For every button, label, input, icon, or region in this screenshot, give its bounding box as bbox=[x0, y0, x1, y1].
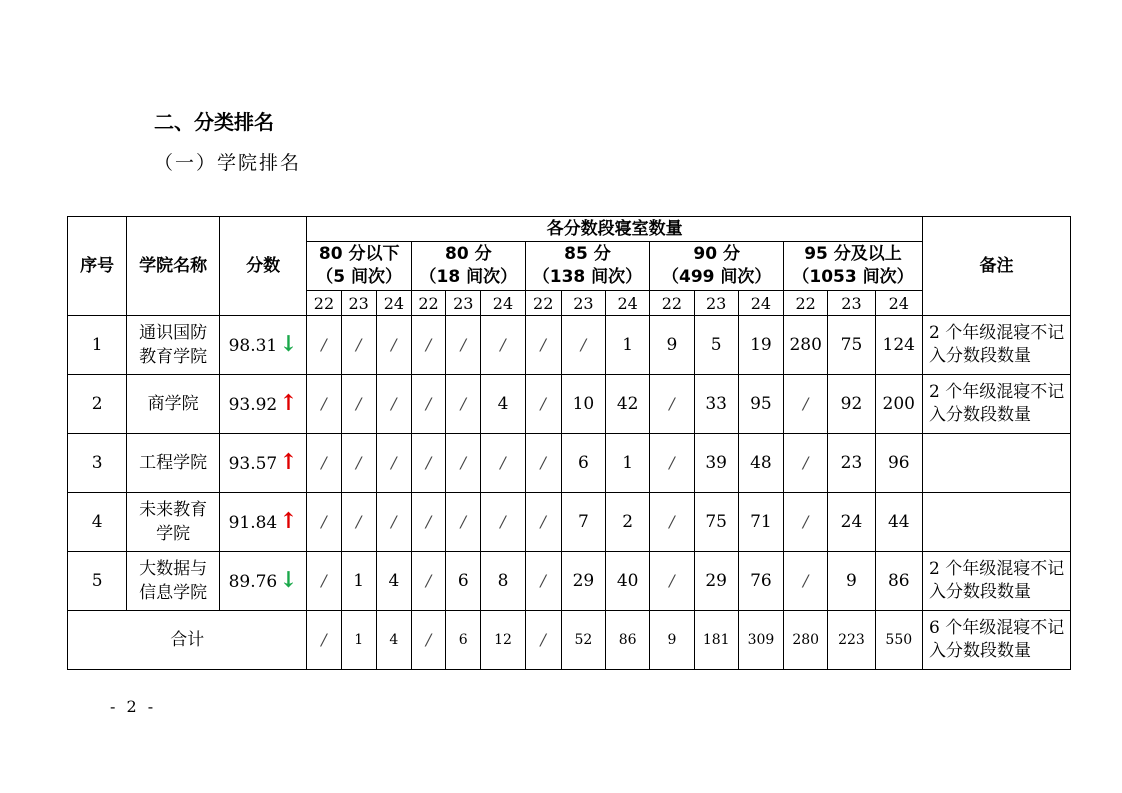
table-row bbox=[68, 375, 1071, 434]
year-header: 24 bbox=[738, 291, 783, 316]
cell-value: 23 bbox=[840, 452, 863, 473]
cell-value: 4 bbox=[497, 393, 509, 414]
arrow-down-icon: ↓ bbox=[279, 330, 298, 357]
value-cell bbox=[828, 316, 875, 375]
value-cell bbox=[694, 552, 738, 611]
cell-value: 75 bbox=[840, 334, 863, 355]
cell-value: 1 bbox=[353, 570, 365, 591]
cell-value: 200 bbox=[882, 393, 915, 414]
value-cell bbox=[446, 375, 481, 434]
value-cell bbox=[376, 434, 411, 493]
value-cell bbox=[411, 493, 445, 552]
value-cell bbox=[376, 552, 411, 611]
empty-mark: / bbox=[355, 335, 362, 354]
value-cell bbox=[561, 434, 605, 493]
cell-value: 4 bbox=[389, 632, 399, 648]
score-cell bbox=[219, 493, 307, 552]
empty-mark: / bbox=[460, 453, 466, 472]
band-label: 85 分 bbox=[564, 244, 611, 264]
value-cell bbox=[606, 375, 650, 434]
band-label: 80 分 bbox=[445, 244, 492, 264]
value-cell bbox=[307, 611, 341, 670]
cell-value: 95 bbox=[750, 393, 772, 414]
value-cell bbox=[481, 552, 525, 611]
section-heading: 二、分类排名 bbox=[154, 110, 274, 134]
empty-mark: / bbox=[669, 394, 675, 413]
value-cell bbox=[784, 493, 828, 552]
cell-value: 24 bbox=[840, 511, 863, 532]
empty-mark: / bbox=[391, 453, 397, 472]
value-cell bbox=[525, 434, 561, 493]
year-header: 24 bbox=[481, 291, 525, 316]
cell-value: 71 bbox=[750, 511, 772, 532]
score-value: 93.92 bbox=[228, 394, 278, 415]
header-no: 序号 bbox=[68, 217, 127, 316]
arrow-up-icon: ↑ bbox=[279, 507, 298, 534]
year-header: 23 bbox=[694, 291, 738, 316]
cell-value: 9 bbox=[666, 334, 678, 355]
table-row bbox=[68, 434, 1071, 493]
cell-value: 6 bbox=[458, 632, 468, 648]
value-cell bbox=[411, 611, 445, 670]
value-cell bbox=[875, 552, 922, 611]
total-note: 6 个年级混寝不记入分数段数量 bbox=[922, 611, 1070, 670]
empty-mark: / bbox=[500, 335, 506, 354]
value-cell bbox=[650, 552, 694, 611]
value-cell bbox=[411, 316, 445, 375]
empty-mark: / bbox=[355, 394, 362, 413]
table-row bbox=[68, 316, 1071, 375]
value-cell bbox=[650, 375, 694, 434]
value-cell bbox=[875, 434, 922, 493]
value-cell bbox=[376, 611, 411, 670]
value-cell bbox=[561, 375, 605, 434]
cell-value: 1 bbox=[354, 632, 364, 648]
empty-mark: / bbox=[540, 453, 546, 472]
score-value: 98.31 bbox=[228, 335, 278, 356]
value-cell bbox=[694, 375, 738, 434]
value-cell bbox=[738, 552, 783, 611]
band-header bbox=[784, 242, 923, 291]
empty-mark: / bbox=[425, 571, 432, 590]
value-cell bbox=[650, 434, 694, 493]
empty-mark: / bbox=[321, 571, 327, 590]
empty-mark: / bbox=[391, 335, 397, 354]
empty-mark: / bbox=[321, 335, 327, 354]
empty-mark: / bbox=[425, 453, 432, 472]
value-cell bbox=[694, 434, 738, 493]
table-row bbox=[68, 552, 1071, 611]
subsection-heading: （一）学院排名 bbox=[154, 152, 302, 174]
total-label: 合计 bbox=[68, 611, 307, 670]
header-band-group: 各分数段寝室数量 bbox=[307, 217, 923, 242]
note-cell: 2 个年级混寝不记入分数段数量 bbox=[922, 316, 1070, 375]
header-score: 分数 bbox=[219, 217, 307, 316]
empty-mark: / bbox=[425, 630, 432, 649]
cell-value: 280 bbox=[789, 334, 822, 355]
value-cell bbox=[875, 611, 922, 670]
college-ranking-table bbox=[67, 216, 1071, 670]
cell-value: 280 bbox=[792, 632, 820, 648]
cell-value: 92 bbox=[840, 393, 863, 414]
cell-value: 309 bbox=[747, 632, 775, 648]
year-header: 22 bbox=[525, 291, 561, 316]
score-cell bbox=[219, 552, 307, 611]
note-cell: 2 个年级混寝不记入分数段数量 bbox=[922, 375, 1070, 434]
cell-value: 42 bbox=[616, 393, 639, 414]
value-cell bbox=[341, 611, 376, 670]
header-note: 备注 bbox=[922, 217, 1070, 316]
empty-mark: / bbox=[540, 394, 546, 413]
cell-value: 5 bbox=[710, 334, 722, 355]
value-cell bbox=[341, 552, 376, 611]
empty-mark: / bbox=[802, 394, 809, 413]
band-label: 90 分 bbox=[693, 244, 740, 264]
empty-mark: / bbox=[321, 453, 327, 472]
table-body bbox=[68, 316, 1071, 670]
score-value: 93.57 bbox=[228, 453, 278, 474]
value-cell bbox=[694, 611, 738, 670]
empty-mark: / bbox=[425, 335, 432, 354]
band-header bbox=[411, 242, 525, 291]
empty-mark: / bbox=[540, 630, 546, 649]
value-cell bbox=[606, 552, 650, 611]
band-header bbox=[307, 242, 412, 291]
value-cell bbox=[694, 316, 738, 375]
cell-value: 10 bbox=[572, 393, 595, 414]
value-cell bbox=[738, 375, 783, 434]
value-cell bbox=[561, 552, 605, 611]
value-cell bbox=[650, 611, 694, 670]
cell-value: 19 bbox=[750, 334, 772, 355]
value-cell bbox=[828, 375, 875, 434]
cell-value: 9 bbox=[667, 632, 677, 648]
cell-value: 1 bbox=[622, 334, 634, 355]
empty-mark: / bbox=[321, 630, 327, 649]
year-header: 23 bbox=[561, 291, 605, 316]
empty-mark: / bbox=[460, 512, 466, 531]
college-name: 通识国防 教育学院 bbox=[127, 316, 220, 375]
arrow-up-icon: ↑ bbox=[279, 448, 298, 475]
cell-value: 39 bbox=[705, 452, 727, 473]
value-cell bbox=[411, 434, 445, 493]
year-header: 23 bbox=[446, 291, 481, 316]
band-header bbox=[525, 242, 650, 291]
value-cell bbox=[525, 611, 561, 670]
arrow-up-icon: ↑ bbox=[279, 389, 298, 416]
empty-mark: / bbox=[540, 571, 546, 590]
value-cell bbox=[341, 375, 376, 434]
value-cell bbox=[481, 611, 525, 670]
value-cell bbox=[650, 493, 694, 552]
value-cell bbox=[446, 493, 481, 552]
band-header bbox=[650, 242, 784, 291]
year-header: 22 bbox=[307, 291, 341, 316]
table-header bbox=[68, 217, 1071, 316]
cell-value: 76 bbox=[750, 570, 772, 591]
cell-value: 6 bbox=[578, 452, 589, 473]
score-cell bbox=[219, 434, 307, 493]
college-name: 工程学院 bbox=[127, 434, 220, 493]
cell-value: 86 bbox=[618, 632, 637, 648]
college-name: 商学院 bbox=[127, 375, 220, 434]
value-cell bbox=[341, 434, 376, 493]
cell-value: 223 bbox=[838, 632, 865, 648]
cell-value: 2 bbox=[622, 511, 634, 532]
empty-mark: / bbox=[391, 394, 397, 413]
arrow-down-icon: ↓ bbox=[279, 566, 298, 593]
value-cell bbox=[606, 434, 650, 493]
row-number: 1 bbox=[68, 316, 127, 375]
value-cell bbox=[411, 375, 445, 434]
band-count: （1053 间次） bbox=[792, 267, 914, 287]
value-cell bbox=[411, 552, 445, 611]
value-cell bbox=[606, 611, 650, 670]
value-cell bbox=[307, 493, 341, 552]
cell-value: 6 bbox=[457, 570, 469, 591]
empty-mark: / bbox=[355, 453, 362, 472]
cell-value: 96 bbox=[887, 452, 910, 473]
value-cell bbox=[828, 552, 875, 611]
value-cell bbox=[784, 611, 828, 670]
note-cell bbox=[922, 493, 1070, 552]
value-cell bbox=[307, 375, 341, 434]
value-cell bbox=[446, 611, 481, 670]
empty-mark: / bbox=[500, 512, 506, 531]
value-cell bbox=[561, 493, 605, 552]
empty-mark: / bbox=[802, 453, 809, 472]
band-count: （138 间次） bbox=[532, 267, 643, 287]
value-cell bbox=[481, 316, 525, 375]
note-cell: 2 个年级混寝不记入分数段数量 bbox=[922, 552, 1070, 611]
empty-mark: / bbox=[802, 512, 809, 531]
year-header: 22 bbox=[784, 291, 828, 316]
value-cell bbox=[784, 434, 828, 493]
empty-mark: / bbox=[425, 512, 432, 531]
value-cell bbox=[650, 316, 694, 375]
value-cell bbox=[606, 493, 650, 552]
value-cell bbox=[446, 434, 481, 493]
value-cell bbox=[694, 493, 738, 552]
value-cell bbox=[307, 434, 341, 493]
value-cell bbox=[525, 316, 561, 375]
value-cell bbox=[875, 316, 922, 375]
score-value: 89.76 bbox=[228, 571, 278, 592]
year-header: 22 bbox=[411, 291, 445, 316]
page-number: - 2 - bbox=[110, 697, 157, 716]
band-label: 95 分及以上 bbox=[804, 244, 902, 264]
band-count: （499 间次） bbox=[661, 267, 772, 287]
cell-value: 8 bbox=[497, 570, 509, 591]
empty-mark: / bbox=[460, 335, 466, 354]
college-name: 大数据与 信息学院 bbox=[127, 552, 220, 611]
cell-value: 12 bbox=[494, 632, 512, 648]
value-cell bbox=[481, 375, 525, 434]
header-college-name: 学院名称 bbox=[127, 217, 220, 316]
value-cell bbox=[561, 611, 605, 670]
year-header: 24 bbox=[875, 291, 922, 316]
value-cell bbox=[828, 493, 875, 552]
value-cell bbox=[307, 552, 341, 611]
cell-value: 75 bbox=[705, 511, 727, 532]
empty-mark: / bbox=[391, 512, 397, 531]
empty-mark: / bbox=[802, 571, 809, 590]
empty-mark: / bbox=[321, 394, 327, 413]
cell-value: 40 bbox=[616, 570, 639, 591]
band-count: （5 间次） bbox=[316, 267, 403, 287]
cell-value: 1 bbox=[622, 452, 634, 473]
value-cell bbox=[446, 316, 481, 375]
value-cell bbox=[341, 316, 376, 375]
row-number: 4 bbox=[68, 493, 127, 552]
value-cell bbox=[738, 316, 783, 375]
cell-value: 550 bbox=[885, 632, 913, 648]
cell-value: 29 bbox=[705, 570, 727, 591]
cell-value: 181 bbox=[702, 632, 730, 648]
empty-mark: / bbox=[669, 512, 675, 531]
score-cell bbox=[219, 375, 307, 434]
year-header: 23 bbox=[341, 291, 376, 316]
year-header: 22 bbox=[650, 291, 694, 316]
cell-value: 29 bbox=[572, 570, 595, 591]
empty-mark: / bbox=[540, 512, 546, 531]
value-cell bbox=[376, 375, 411, 434]
cell-value: 4 bbox=[388, 570, 400, 591]
year-header: 23 bbox=[828, 291, 875, 316]
value-cell bbox=[738, 434, 783, 493]
value-cell bbox=[376, 316, 411, 375]
note-cell bbox=[922, 434, 1070, 493]
table-row bbox=[68, 493, 1071, 552]
row-number: 5 bbox=[68, 552, 127, 611]
cell-value: 52 bbox=[574, 632, 593, 648]
value-cell bbox=[525, 375, 561, 434]
value-cell bbox=[481, 493, 525, 552]
value-cell bbox=[738, 611, 783, 670]
cell-value: 48 bbox=[750, 452, 772, 473]
value-cell bbox=[828, 434, 875, 493]
cell-value: 86 bbox=[887, 570, 910, 591]
value-cell bbox=[525, 552, 561, 611]
value-cell bbox=[606, 316, 650, 375]
cell-value: 7 bbox=[578, 511, 589, 532]
total-row bbox=[68, 611, 1071, 670]
empty-mark: / bbox=[425, 394, 432, 413]
empty-mark: / bbox=[321, 512, 327, 531]
cell-value: 44 bbox=[887, 511, 910, 532]
empty-mark: / bbox=[669, 453, 675, 472]
row-number: 2 bbox=[68, 375, 127, 434]
value-cell bbox=[738, 493, 783, 552]
college-name: 未来教育 学院 bbox=[127, 493, 220, 552]
band-label: 80 分以下 bbox=[318, 244, 400, 264]
empty-mark: / bbox=[580, 335, 587, 354]
value-cell bbox=[784, 552, 828, 611]
empty-mark: / bbox=[500, 453, 506, 472]
year-header: 24 bbox=[376, 291, 411, 316]
value-cell bbox=[341, 493, 376, 552]
value-cell bbox=[784, 316, 828, 375]
value-cell bbox=[875, 493, 922, 552]
empty-mark: / bbox=[460, 394, 466, 413]
empty-mark: / bbox=[355, 512, 362, 531]
value-cell bbox=[561, 316, 605, 375]
value-cell bbox=[446, 552, 481, 611]
empty-mark: / bbox=[540, 335, 546, 354]
value-cell bbox=[828, 611, 875, 670]
value-cell bbox=[307, 316, 341, 375]
value-cell bbox=[875, 375, 922, 434]
cell-value: 33 bbox=[705, 393, 727, 414]
score-cell bbox=[219, 316, 307, 375]
band-count: （18 间次） bbox=[419, 267, 518, 287]
value-cell bbox=[784, 375, 828, 434]
cell-value: 124 bbox=[882, 334, 915, 355]
value-cell bbox=[525, 493, 561, 552]
row-number: 3 bbox=[68, 434, 127, 493]
score-value: 91.84 bbox=[228, 512, 278, 533]
value-cell bbox=[481, 434, 525, 493]
year-header: 24 bbox=[606, 291, 650, 316]
cell-value: 9 bbox=[846, 570, 857, 591]
value-cell bbox=[376, 493, 411, 552]
empty-mark: / bbox=[669, 571, 675, 590]
